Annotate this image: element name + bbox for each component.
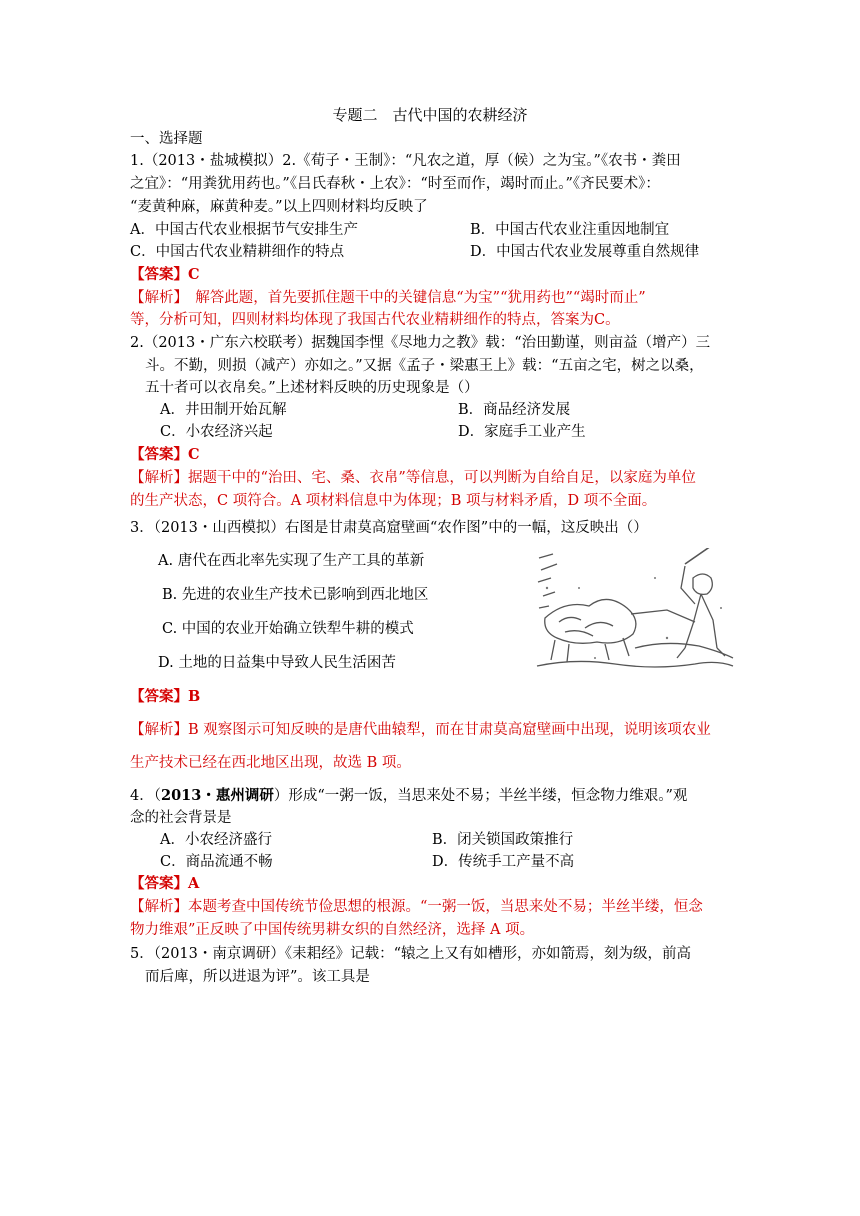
page-title: 专题二 古代中国的农耕经济	[332, 106, 528, 124]
mural-plowing-figure	[535, 548, 735, 674]
q3-answer: 【答案】B	[130, 688, 201, 705]
q4-option-c: C．商品流通不畅	[160, 854, 273, 870]
q1-stem-line: “麦黄种麻，麻黄种麦。”以上四则材料均反映了	[130, 199, 428, 215]
q4-stem-line	[130, 785, 687, 807]
q4-option-a: A．小农经济盛行	[160, 832, 272, 848]
q3-analysis-line: 生产技术已经在西北地区出现，故选 B 项。	[130, 755, 411, 771]
q3-stem: 3．（2013・山西模拟）右图是甘肃莫高窟壁画“农作图”中的一幅，这反映出（）	[130, 520, 648, 536]
q3-option-c: C. 中国的农业开始确立铁犁牛耕的模式	[162, 621, 414, 637]
q3-option-b: B. 先进的农业生产技术已影响到西北地区	[162, 587, 429, 603]
q1-stem-line: 之宜》：“用粪犹用药也。”《吕氏春秋・上农》：“时至而作，竭时而止。”《齐民要术》：	[130, 176, 660, 192]
q5-stem-line: 而后庳，所以进退为评”。该工具是	[145, 969, 370, 985]
q2-analysis-line: 的生产状态，C 项符合。A 项材料信息中为体现；B 项与材料矛盾，D 项不全面。	[130, 493, 657, 509]
q5-stem-line: 5．（2013・南京调研）《耒耜经》记载：“辕之上又有如槽形，亦如箭焉，刻为级，前高	[130, 946, 692, 962]
q4-stem-line: 念的社会背景是	[130, 810, 232, 826]
q4-option-b: B．闭关锁国政策推行	[432, 832, 574, 848]
q4-analysis-line: 物力维艰”正反映了中国传统男耕女织的自然经济，选择 A 项。	[130, 922, 535, 938]
q1-answer: 【答案】C	[130, 266, 200, 283]
q1-stem-line: 1.（2013・盐城模拟）2.《荀子・王制》：“凡农之道，厚（候）之为宝。”《农书・粪田	[130, 153, 681, 169]
q3-analysis-line: 【解析】B 观察图示可知反映的是唐代曲辕犁，而在甘肃莫高窟壁画中出现，说明该项农业	[130, 722, 711, 738]
q2-option-b: B．商品经济发展	[458, 402, 571, 418]
q2-option-c: C．小农经济兴起	[160, 424, 273, 440]
q4-number: 4．（	[130, 788, 161, 804]
q1-option-a: A．中国古代农业根据节气安排生产	[130, 222, 358, 238]
q1-option-b: B．中国古代农业注重因地制宜	[470, 222, 670, 238]
q4-answer: 【答案】A	[130, 875, 200, 892]
q2-analysis-line: 【解析】据题干中的“治田、宅、桑、衣帛”等信息，可以判断为自给自足，以家庭为单位	[130, 470, 696, 486]
q4-source: 2013・惠州调研	[160, 787, 274, 804]
q2-stem-line: 2.（2013・广东六校联考）据魏国李悝《尽地力之教》载：“治田勤谨，则亩益（增产）三	[130, 335, 711, 351]
q1-analysis-line: 【解析】 解答此题，首先要抓住题干中的关键信息“为宝”“犹用药也”“竭时而止”	[130, 290, 646, 306]
q1-option-d: D．中国古代农业发展尊重自然规律	[470, 244, 700, 260]
q3-option-a: A. 唐代在西北率先实现了生产工具的革新	[158, 553, 425, 569]
q2-option-d: D．家庭手工业产生	[458, 424, 586, 440]
q4-analysis-line: 【解析】本题考查中国传统节俭思想的根源。“一粥一饭，当思来处不易；半丝半缕，恒念	[130, 899, 703, 915]
q2-answer: 【答案】C	[130, 446, 200, 463]
q1-option-c: C．中国古代农业精耕细作的特点	[130, 244, 345, 260]
q4-option-d: D．传统手工产量不高	[432, 854, 575, 870]
q2-option-a: A．井田制开始瓦解	[160, 402, 287, 418]
q3-option-d: D. 土地的日益集中导致人民生活困苦	[158, 655, 396, 671]
q2-stem-line: 五十者可以衣帛矣。”上述材料反映的历史现象是（）	[145, 380, 479, 396]
q1-analysis-line: 等，分析可知，四则材料均体现了我国古代农业精耕细作的特点，答案为C。	[130, 312, 620, 328]
q4-stem-text: ）形成“一粥一饭，当思来处不易；半丝半缕，恒念物力维艰。”观	[273, 788, 688, 804]
q2-stem-line: 斗。不勤，则损（减产）亦如之。”又据《孟子・梁惠王上》载：“五亩之宅，树之以桑，	[145, 358, 704, 374]
section-heading: 一、选择题	[130, 131, 203, 147]
